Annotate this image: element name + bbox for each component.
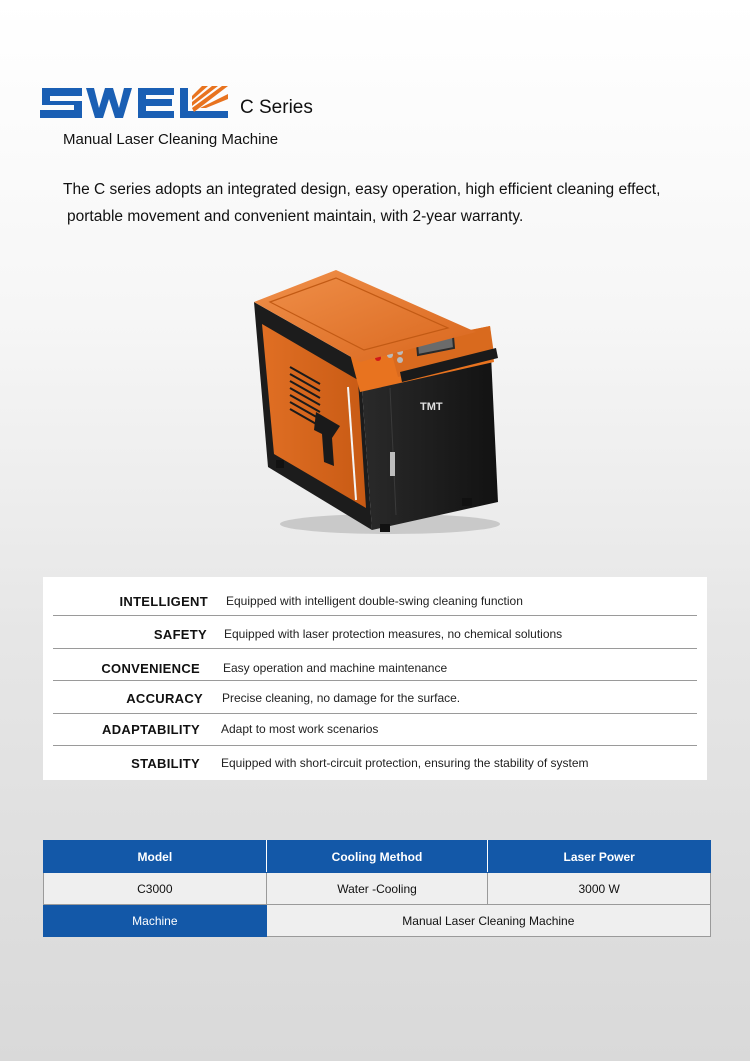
spec-data-row [44,873,711,905]
feature-key: SAFETY [153,627,207,642]
laser-cleaning-machine-image [240,262,510,540]
feature-value: Adapt to most work scenarios [221,722,379,736]
feature-row-intelligent [53,594,697,627]
divider [53,745,697,746]
spec-header-row [44,841,711,873]
spec-power-value: 3000 W [488,873,711,905]
feature-value: Equipped with laser protection measures, no chemical solutions [224,627,563,641]
feature-key: STABILITY [131,756,200,771]
feature-value: Equipped with short-circuit protection, ensuring the stability of system [221,756,589,770]
feature-row-convenience [53,661,697,694]
divider [53,713,697,714]
product-subtitle: Manual Laser Cleaning Machine [63,131,279,148]
spec-header-model: Model [44,841,267,873]
feature-key: ADAPTABILITY [102,722,200,737]
machine-brand-label: TMT [420,401,443,413]
spec-machine-value: Manual Laser Cleaning Machine [266,905,710,937]
series-title: C Series [240,97,313,118]
spec-machine-row [44,905,711,937]
feature-value: Equipped with intelligent double-swing cleaning function [226,594,523,608]
feature-key: CONVENIENCE [101,661,200,676]
spec-cooling-value: Water -Cooling [266,873,488,905]
feature-row-accuracy [53,691,697,724]
feature-row-adaptability [53,722,697,755]
swel-logo [40,82,230,124]
feature-key: ACCURACY [126,691,203,706]
product-description [63,176,723,230]
divider [53,615,697,616]
feature-row-safety [53,627,697,660]
feature-value: Precise cleaning, no damage for the surface. [222,691,461,705]
feature-row-stability [53,756,697,789]
description-line-2: portable movement and convenient maintain, with 2-year warranty. [67,208,524,225]
feature-value: Easy operation and machine maintenance [223,661,448,675]
description-line-1: The C series adopts an integrated design, easy operation, high efficient cleaning effect, [63,181,661,198]
spec-table [43,840,711,937]
divider [53,648,697,649]
spec-header-cooling: Cooling Method [266,841,488,873]
spec-machine-label: Machine [44,905,267,937]
spec-header-power: Laser Power [488,841,711,873]
feature-key: INTELLIGENT [119,594,208,609]
features-panel [43,577,707,780]
spec-model-value: C3000 [44,873,267,905]
divider [53,680,697,681]
